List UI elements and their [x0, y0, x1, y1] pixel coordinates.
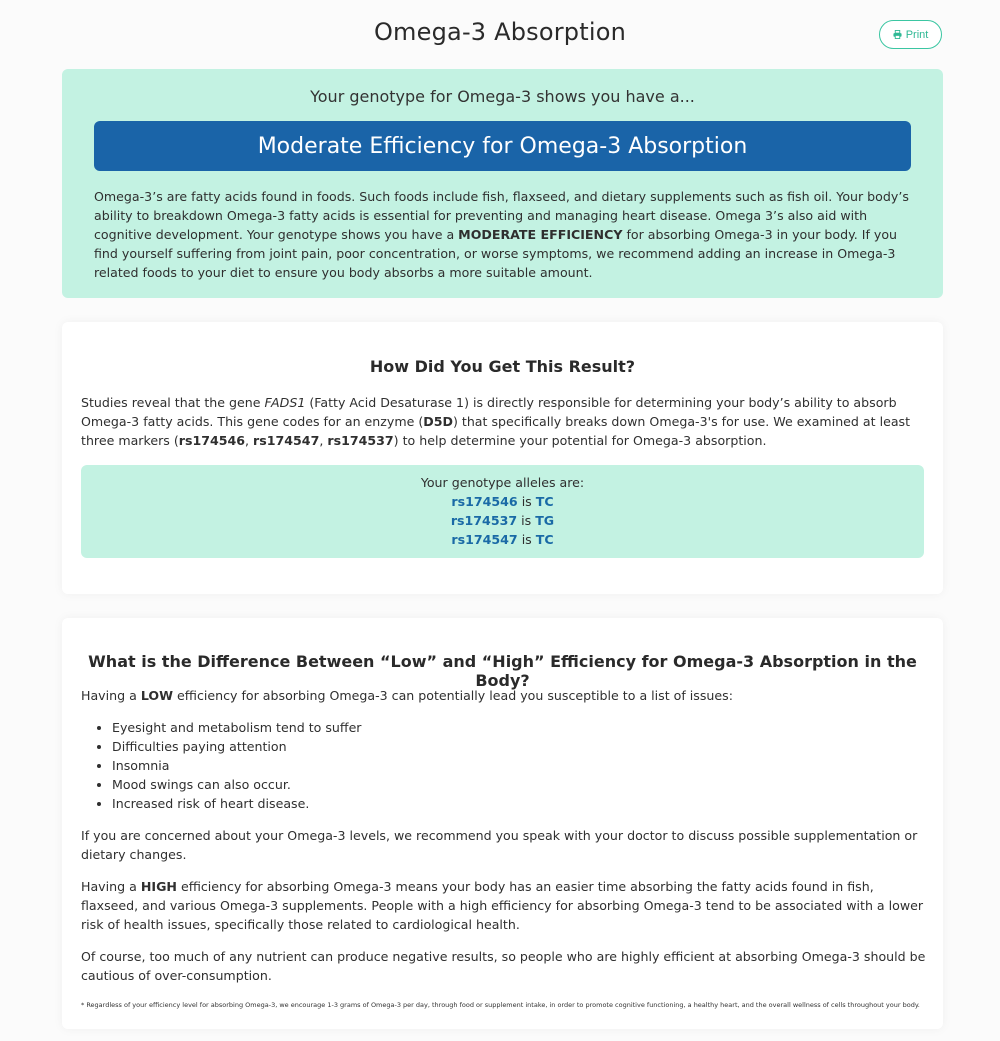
result-description [94, 187, 911, 282]
allele-value: TC [535, 494, 554, 509]
difference-card [62, 618, 943, 1029]
alleles-box [81, 465, 924, 558]
result-desc-text-end: for absorbing Omega-3 in your body. If you find yourself suffering from joint pain, poor concentration, or worse symptoms, we recommend adding an increase in Omega-3 related foods to your diet to ensure you body absorbs a more suitable amount. [94, 227, 898, 280]
list-item: • Insomnia [112, 756, 926, 775]
how-text-2: (Fatty Acid Desaturase 1) is directly responsible for determining your body’s ability to absorb Omega-3 fatty acids. This gene codes for an enzyme ( [81, 395, 897, 429]
allele-row [81, 492, 924, 511]
allele-id: rs174537 [450, 513, 518, 528]
marker-separator-1: , [245, 433, 254, 448]
print-label: Print [905, 28, 929, 41]
caution-text: Of course, too much of any nutrient can produce negative results, so people who are highly efficient at absorbing Omega-3 should be cautious of over-consumption. [81, 949, 926, 983]
how-text-1: Studies reveal that the gene [81, 395, 265, 410]
high-pre: Having a [81, 879, 141, 894]
high-label: HIGH [140, 879, 177, 894]
page-title: Omega-3 Absorption [373, 18, 627, 46]
high-post: efficiency for absorbing Omega-3 means your body has an easier time absorbing the fatty acids found in fish, flaxseed, and various Omega-3 supplements. People with a high efficiency for absorbing Omega-3 tend to be associated with a lower risk of health issues, specifically those related to cardiological health. [81, 879, 924, 932]
list-item: • Eyesight and metabolism tend to suffer [112, 718, 926, 737]
list-item: • Mood swings can also occur. [112, 775, 926, 794]
allele-row [81, 530, 924, 549]
allele-value: TG [535, 513, 555, 528]
allele-value: TC [535, 532, 554, 547]
print-icon [893, 30, 902, 39]
result-banner: Moderate Efficiency for Omega-3 Absorption [94, 121, 911, 171]
marker-1: rs174546 [178, 433, 246, 448]
allele-is: is [521, 494, 532, 509]
marker-2: rs174547 [253, 433, 320, 448]
difference-title: What is the Difference Between “Low” and “High” Efficiency for Omega-3 Absorption in the Body? [88, 652, 917, 690]
result-card [62, 69, 943, 298]
enzyme-name: D5D [423, 414, 453, 429]
allele-is: is [521, 513, 532, 528]
footnote: * Regardless of your efficiency level for absorbing Omega-3, we encourage 1-3 grams of Omega-3 per day, through food or supplement intake, in order to promote cognitive functioning, a healthy heart, and the overall wellness of cells throughout your body. [81, 1001, 920, 1009]
allele-row [81, 511, 924, 530]
list-item: • Increased risk of heart disease. [112, 794, 926, 813]
concerned-text: If you are concerned about your Omega-3 levels, we recommend you speak with your doctor to discuss possible supplementation or dietary changes. [81, 828, 918, 862]
how-text-4: ) to help determine your potential for Omega-3 absorption. [393, 433, 767, 448]
alleles-heading: Your genotype alleles are: [420, 475, 585, 490]
result-desc-emphasis: MODERATE EFFICIENCY [458, 227, 623, 242]
low-post: efficiency for absorbing Omega-3 can potentially lead you susceptible to a list of issues: [173, 688, 733, 703]
page-header [0, 0, 1000, 68]
marker-3: rs174537 [327, 433, 394, 448]
low-pre: Having a [81, 688, 141, 703]
print-button[interactable] [879, 20, 942, 49]
marker-separator-2: , [319, 433, 328, 448]
allele-id: rs174547 [451, 532, 518, 547]
how-result-card [62, 322, 943, 594]
how-text-3: ) that specifically breaks down Omega-3's for use. We examined at least three markers ( [81, 414, 911, 448]
low-efficiency-text [81, 686, 926, 705]
low-label: LOW [140, 688, 174, 703]
result-intro: Your genotype for Omega-3 shows you have a... [310, 87, 695, 106]
gene-name: FADS1 [264, 395, 306, 410]
high-efficiency-text [81, 877, 926, 934]
issues-list [112, 718, 926, 813]
allele-is: is [521, 532, 532, 547]
difference-body [81, 686, 926, 1010]
list-item: • Difficulties paying attention [112, 737, 926, 756]
how-result-text [81, 393, 926, 450]
allele-id: rs174546 [451, 494, 518, 509]
result-desc-text: Omega-3’s are fatty acids found in foods. Such foods include fish, flaxseed, and dietary supplements such as fish oil. Your body’s ability to breakdown Omega-3 fatty acids is essential for preventing and managing heart disease. Omega 3’s also aid with cognitive development. Your genotype shows you have a [94, 189, 909, 242]
how-result-title: How Did You Get This Result? [369, 357, 636, 376]
